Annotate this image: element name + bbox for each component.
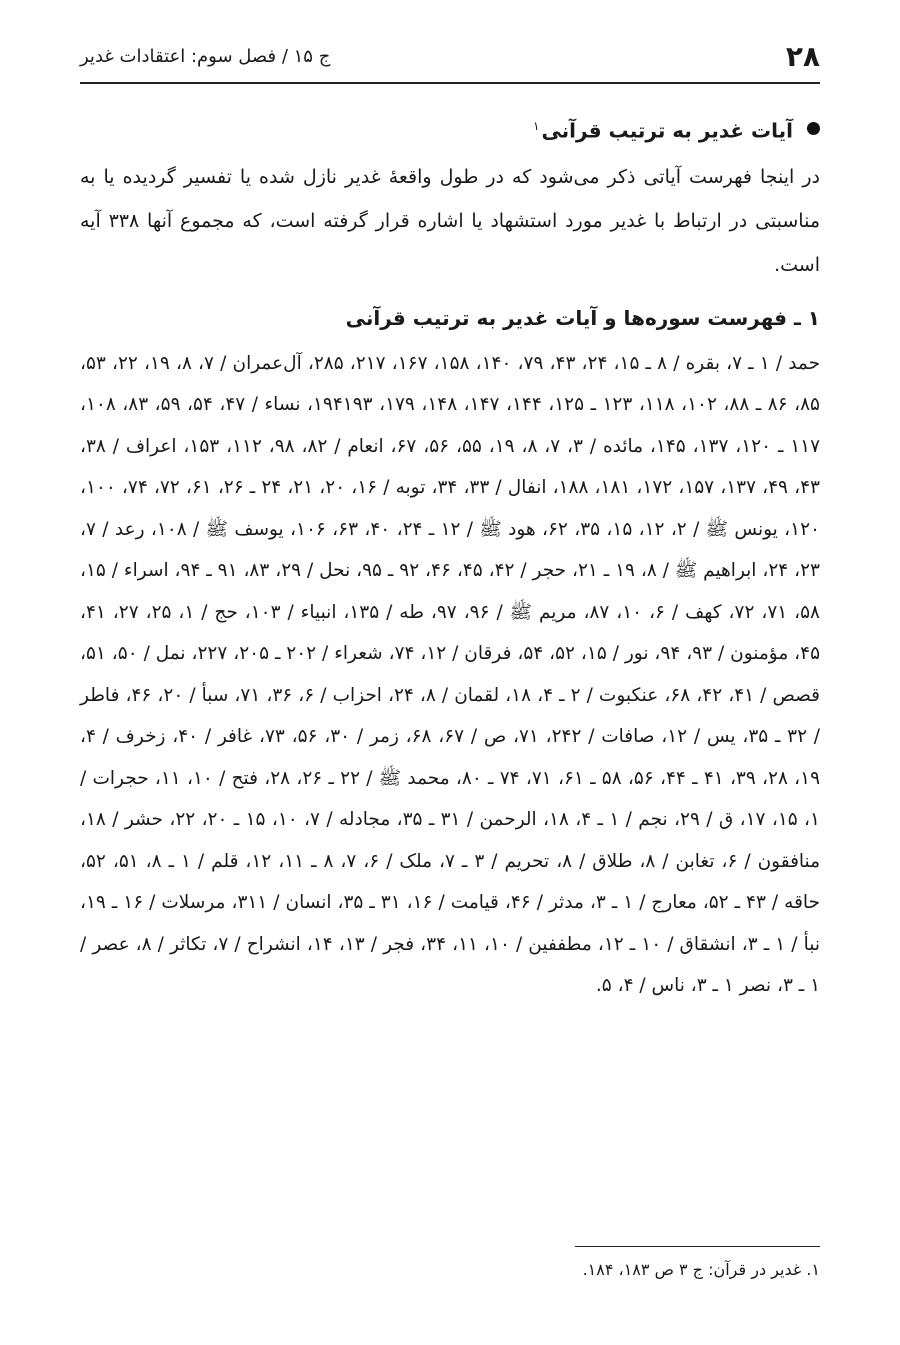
header-divider: [80, 82, 820, 84]
footnote-marker[interactable]: ۱: [532, 119, 540, 133]
page-header: [80, 36, 820, 76]
intro-paragraph: در اینجا فهرست آیاتی ذکر می‌شود که در طول واقعۀ غدیر نازل شده یا تفسیر گردیده یا به مناسبتی در ارتباط با غدیر مورد استشهاد یا اشاره قرار گرفته است، که مجموع آنها ۳۳۸ آیه است.: [80, 165, 820, 276]
page-number: ۲۸: [785, 39, 820, 73]
bullet-icon: [807, 122, 820, 135]
running-title: ج ۱۵ / فصل سوم: اعتقادات غدیر: [80, 45, 331, 67]
verse-list-paragraph: حمد / ۱ ـ ۷، بقره / ۸ ـ ۱۵، ۲۴، ۴۳، ۷۹، ۱۴۰، ۱۵۸، ۱۶۷، ۲۱۷، ۲۸۵، آل‌عمران / ۷، ۸، ۱۹، ۲۲، ۵۳، ۸۵، ۸۶ ـ ۸۸، ۱۰۲، ۱۱۸، ۱۲۳ ـ ۱۲۵، ۱۴۴، ۱۴۷، ۱۴۸، ۱۷۹، ۱۹۴۱۹۳، نساء / ۴۷، ۵۴، ۵۹، ۸۳، ۱۰۸، ۱۱۷ ـ ۱۲۰، ۱۳۷، ۱۴۵، مائده / ۳، ۷، ۸، ۱۹، ۵۵، ۵۶، ۶۷، انعام / ۸۲، ۹۸، ۱۱۲، ۱۵۳، اعراف / ۳۸، ۴۳، ۴۹، ۱۳۷، ۱۵۷، ۱۷۲، ۱۸۱، ۱۸۸، انفال / ۳۳، ۳۴، توبه / ۱۶، ۲۰، ۲۱، ۲۴ ـ ۲۶، ۶۱، ۷۲، ۷۴، ۱۰۰، ۱۲۰، یونس ﷺ / ۲، ۱۲، ۱۵، ۳۵، ۶۲، هود ﷺ / ۱۲ ـ ۲۴، ۴۰، ۶۳، ۱۰۶، یوسف ﷺ / ۱۰۸، رعد / ۷، ۲۳، ۲۴، ابراهیم ﷺ / ۸، ۱۹ ـ ۲۱، حجر / ۴۲، ۴۵، ۴۶، ۹۲ ـ ۹۵، نحل / ۲۹، ۸۳، ۹۱ ـ ۹۴، اسراء / ۱۵، ۵۸، ۷۱، ۷۲، کهف / ۶، ۱۰، ۸۷، مریم ﷺ / ۹۶، ۹۷، طه / ۱۳۵، انبیاء / ۱۰۳، حج / ۱، ۲۵، ۲۷، ۴۱، ۴۵، مؤمنون / ۹۳، ۹۴، نور / ۱۵، ۵۲، ۵۴، فرقان / ۱۲، ۷۴، شعراء / ۲۰۲ ـ ۲۰۵، ۲۲۷، نمل / ۵۰، ۵۱، قصص / ۴۱، ۴۲، ۶۸، عنکبوت / ۲ ـ ۴، ۱۸، لقمان / ۸، ۲۴، احزاب / ۶، ۳۶، ۷۱، سبأ / ۲۰، ۴۶، فاطر / ۳۲ ـ ۳۵، یس / ۱۲، صافات / ۲۴۲، ۷۱، ص / ۶۷، ۶۸، زمر / ۳۰، ۵۶، ۷۳، غافر / ۴۰، زخرف / ۴، ۱۹، ۲۸، ۳۹، ۴۱ ـ ۴۴، ۵۶، ۵۸ ـ ۶۱، ۷۱، ۷۴ ـ ۸۰، محمد ﷺ / ۲۲ ـ ۲۶، ۲۸، فتح / ۱۰، ۱۱، حجرات / ۱، ۱۵، ۱۷، ق / ۲۹، نجم / ۱ ـ ۴، ۱۸، الرحمن / ۳۱ ـ ۳۵، مجادله / ۷، ۱۰، ۱۵ ـ ۲۰، ۲۲، حشر / ۱۸، منافقون / ۶، تغابن / ۸، طلاق / ۸، تحریم / ۳ ـ ۷، ملک / ۶، ۷، ۸ ـ ۱۱، ۱۲، قلم / ۱ ـ ۸، ۵۱، ۵۲، حاقه / ۴۳ ـ ۵۲، معارج / ۱ ـ ۳، مدثر / ۴۶، قیامت / ۱۶، ۳۱ ـ ۳۵، انسان / ۳۱۱، مرسلات / ۱۶ ـ ۱۹، نبأ / ۱ ـ ۳، انشقاق / ۱۰ ـ ۱۲، مطففین / ۱۰، ۱۱، ۳۴، فجر / ۱۳، ۱۴، انشراح / ۷، تکاثر / ۸، عصر / ۱ ـ ۳، نصر ۱ ـ ۳، ناس / ۴، ۵.: [80, 352, 821, 997]
footnote-divider: [575, 1246, 820, 1247]
main-content: [80, 102, 820, 1007]
section-heading-text: آیات غدیر به ترتیب قرآنی: [541, 118, 793, 143]
footnote: ۱. غدیر در قرآن: ج ۳ ص ۱۸۳، ۱۸۴.: [582, 1260, 820, 1279]
section-heading: [80, 102, 820, 155]
subsection-heading: ۱ ـ فهرست سوره‌ها و آیات غدیر به ترتیب قرآنی: [345, 305, 820, 330]
